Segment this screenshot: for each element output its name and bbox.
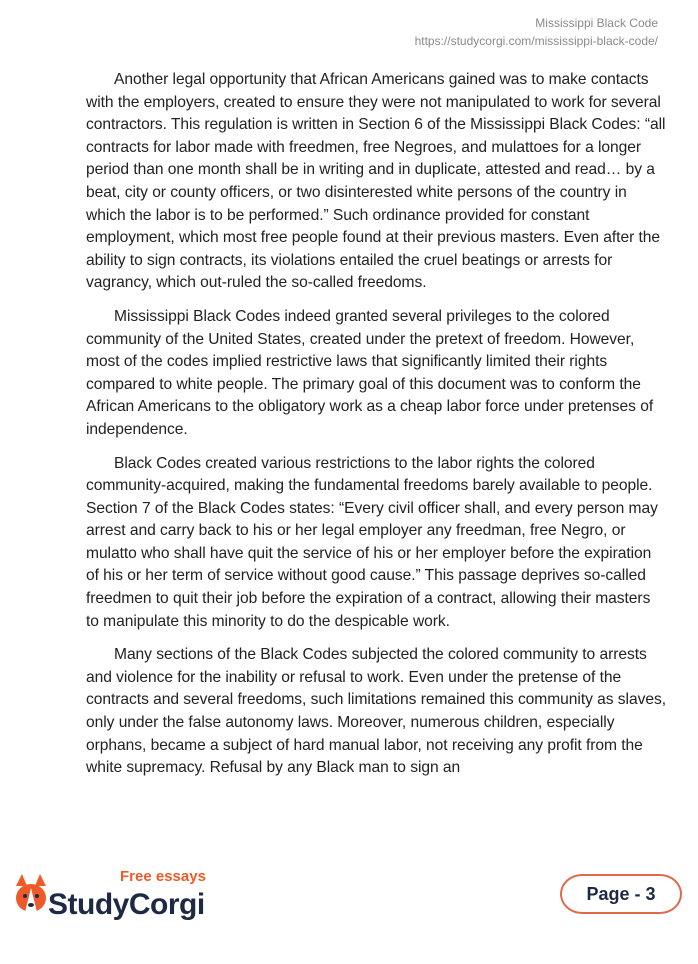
page-label: Page - 3 — [586, 883, 656, 904]
document-url[interactable]: https://studycorgi.com/mississippi-black-code/ — [414, 34, 658, 48]
page-footer — [0, 854, 698, 964]
document-title: Mississippi Black Code — [535, 16, 658, 30]
page-header — [415, 14, 658, 50]
corgi-icon — [14, 872, 48, 921]
paragraph-3: Black Codes created various restrictions to the labor rights the colored community-acquired, making the fundamental freedoms barely available to people. Section 7 of the Black Codes states: “Every civil officer shall, and every person may arrest and carry back to his or her legal employer any freedman, free Negro, or mulatto who shall have quit the service of his or her employer before the expiration of his or her term of service without good cause.” This passage deprives so-called freedmen to quit their job before the expiration of a contract, allowing their masters to manipulate this minority to do the despicable work. — [86, 454, 658, 630]
tagline: Free essays — [120, 868, 206, 885]
paragraph-1: Another legal opportunity that African Americans gained was to make contacts with the employers, created to ensure they were not manipulated to work for several contractors. This regulation is written in Section 6 of the Mississippi Black Codes: “all contracts for labor made with freedmen, free Negroes, and mulattoes for a longer period than one month shall be in writing and in duplicate, attested and read… by a beat, city or county officers, or two disinterested white persons of the country in which the labor is to be performed.” Such ordinance provided for constant employment, which most free people found at their previous masters. Even after the ability to sign contracts, its violations entailed the cruel beatings or arrests for vagrancy, which out-ruled the so-called freedoms. — [86, 71, 666, 292]
page-number-badge — [560, 874, 682, 914]
brand-name[interactable]: StudyCorgi — [48, 888, 205, 921]
paragraph-2: Mississippi Black Codes indeed granted several privileges to the colored community of the United States, created under the pretext of freedom. However, most of the codes implied restrictive laws that significantly limited their rights compared to white people. The primary goal of this document was to conform the African Americans to the obligatory work as a cheap labor force under pretenses of independence. — [86, 307, 654, 438]
essay-body — [86, 69, 666, 791]
paragraph-4: Many sections of the Black Codes subjected the colored community to arrests and violence for the inability or refusal to work. Even under the pretense of the contracts and several freedoms, such limitations remained this community as slaves, only under the false autonomy laws. Moreover, numerous children, especially orphans, became a subject of hard manual labor, not receiving any profit from the white supremacy. Refusal by any Black man to sign an — [86, 646, 666, 777]
studycorgi-logo[interactable] — [14, 872, 48, 921]
